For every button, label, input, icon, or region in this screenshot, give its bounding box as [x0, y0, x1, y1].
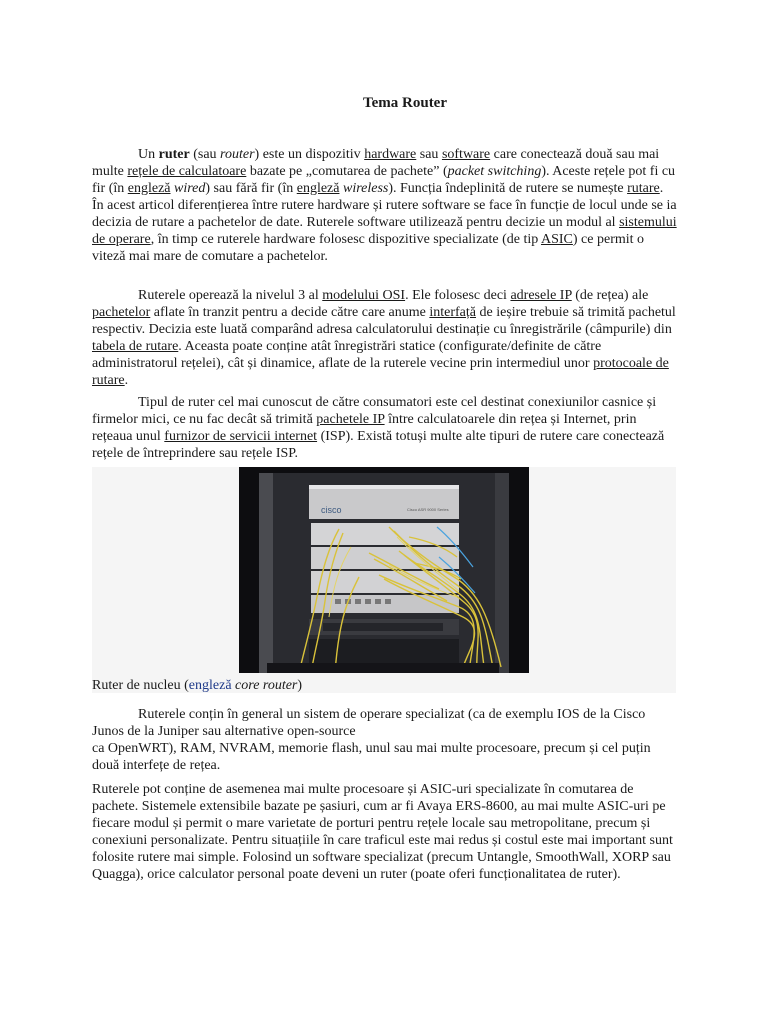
text: .	[124, 373, 129, 388]
link-engleza-caption[interactable]: engleză	[188, 678, 232, 693]
figure-caption	[92, 677, 676, 694]
text: . În acest articol diferențierea între rutere hardware și rutere software se face în funcție de locul unde se ia decizia de rutare a pachetelor de date. Ruterele software utilizează pentru decizie un modul al	[92, 181, 677, 230]
paragraph-osi	[92, 287, 678, 389]
text: ) ce permit o viteză mai mare de comutare a pachetelor.	[92, 232, 645, 264]
paragraph-intro	[92, 146, 678, 265]
figure-core-router	[92, 467, 676, 693]
term-wired: wired	[174, 181, 206, 196]
text: . Ele folosesc deci	[405, 288, 511, 303]
link-retele-calculatoare[interactable]: rețele de calculatoare	[127, 164, 247, 179]
link-furnizor-servicii-internet[interactable]: furnizor de servicii internet	[164, 429, 318, 444]
paragraph-operating-system	[92, 706, 678, 774]
term-packet-switching: packet switching	[447, 164, 542, 179]
link-rutare[interactable]: rutare	[627, 181, 660, 196]
text: (de rețea) ale	[571, 288, 649, 303]
link-pachetelor[interactable]: pachetelor	[92, 305, 151, 320]
text: între calculatoarele din rețea și Internet, prin rețeaua unul	[92, 412, 637, 444]
text: ). Aceste rețele pot fi cu fir (în	[92, 164, 676, 196]
text: sau	[416, 147, 442, 162]
term-router: router	[220, 147, 255, 162]
term-core-router: core router	[235, 678, 298, 693]
link-software[interactable]: software	[441, 147, 491, 162]
text: Tipul de ruter cel mai cunoscut de către consumatori este cel destinat conexiunilor casnice și firmelor mici, ce nu fac decât să trimită	[92, 395, 657, 427]
link-protocoale-de-rutare[interactable]: protocoale de rutare	[92, 356, 669, 388]
paragraph-processors: Ruterele pot conține de asemenea mai multe procesoare și ASIC-uri specializate în comutarea de pachete. Sistemele extensibile bazate pe șasiuri, cum ar fi Avaya ERS-8600, au mai multe ASIC-uri pe fiecare modul și permit o mare varietate de porturi pentru rețele locale sau metropolitane, precum și conexiuni personalizate. Pentru situațiile în care traficul este mai redus și costul este mai important sunt folosite rutere mai simple. Folosind un software specializat (precum Untangle, SmoothWall, XORP sau Quagga), orice calculator personal poate deveni un ruter (poate oferi funcționalitatea de ruter).	[92, 782, 673, 882]
text: ) este un dispozitiv	[254, 147, 365, 162]
text: ca OpenWRT), RAM, NVRAM, memorie flash, unul sau mai multe procesoare, precum și cel puțin două interfețe de rețea.	[92, 741, 651, 773]
link-modelului-osi[interactable]: modelului OSI	[322, 288, 406, 303]
term-ruter: ruter	[158, 147, 190, 162]
text: ). Funcția îndeplinită de rutere se numește	[388, 181, 628, 196]
link-sistemului-de-operare[interactable]: sistemului de operare	[92, 215, 677, 247]
term-wireless: wireless	[342, 181, 389, 196]
text: Ruterele operează la nivelul 3 al	[138, 288, 323, 303]
text: , în timp ce ruterele hardware folosesc dispozitive specializate (de tip	[150, 232, 541, 247]
text: . Aceasta poate conține atât înregistrări statice (configurate/definite de către administratorul rețelei), cât și dinamice, aflate de la ruterele vecine prin intermediul unor	[92, 339, 602, 371]
page-title: Tema Router	[362, 95, 448, 111]
text: ) sau fără fir (în	[205, 181, 297, 196]
text: care conectează două sau mai multe	[92, 147, 660, 179]
link-asic[interactable]: ASIC	[540, 232, 573, 247]
text: de ieșire trebuie să trimită pachetul respectiv. Decizia este luată comparând adresa calculatorului destinație cu înregistrările (câmpurile) din	[92, 305, 676, 337]
brand-logo: cisco	[321, 505, 342, 515]
link-adresele-ip[interactable]: adresele IP	[510, 288, 572, 303]
model-label: Cisco ASR 9000 Series	[407, 507, 449, 512]
text: (sau	[189, 147, 221, 162]
text: )	[297, 678, 303, 693]
text: Ruterele conțin în general un sistem de operare specializat (ca de exemplu IOS de la Cisco Junos de la Juniper sau alternative open-source	[92, 707, 646, 739]
link-interfata[interactable]: interfață	[429, 305, 476, 320]
link-pachetele-ip[interactable]: pachetele IP	[316, 412, 385, 427]
text: bazate pe „comutarea de pachete” (	[246, 164, 448, 179]
link-hardware[interactable]: hardware	[364, 147, 417, 162]
link-engleza[interactable]: engleză	[296, 181, 340, 196]
text: Ruter de nucleu (	[92, 678, 189, 693]
text: aflate în tranzit pentru a decide către care anume	[150, 305, 430, 320]
paragraph-consumer-router	[92, 394, 678, 462]
text: (ISP). Există totuși multe alte tipuri de rutere care conectează rețele de întreprindere sau rețele ISP.	[92, 429, 665, 461]
core-router-photo	[239, 467, 529, 673]
link-tabela-de-rutare[interactable]: tabela de rutare	[92, 339, 179, 354]
text: Un	[138, 147, 159, 162]
link-engleza[interactable]: engleză	[127, 181, 171, 196]
